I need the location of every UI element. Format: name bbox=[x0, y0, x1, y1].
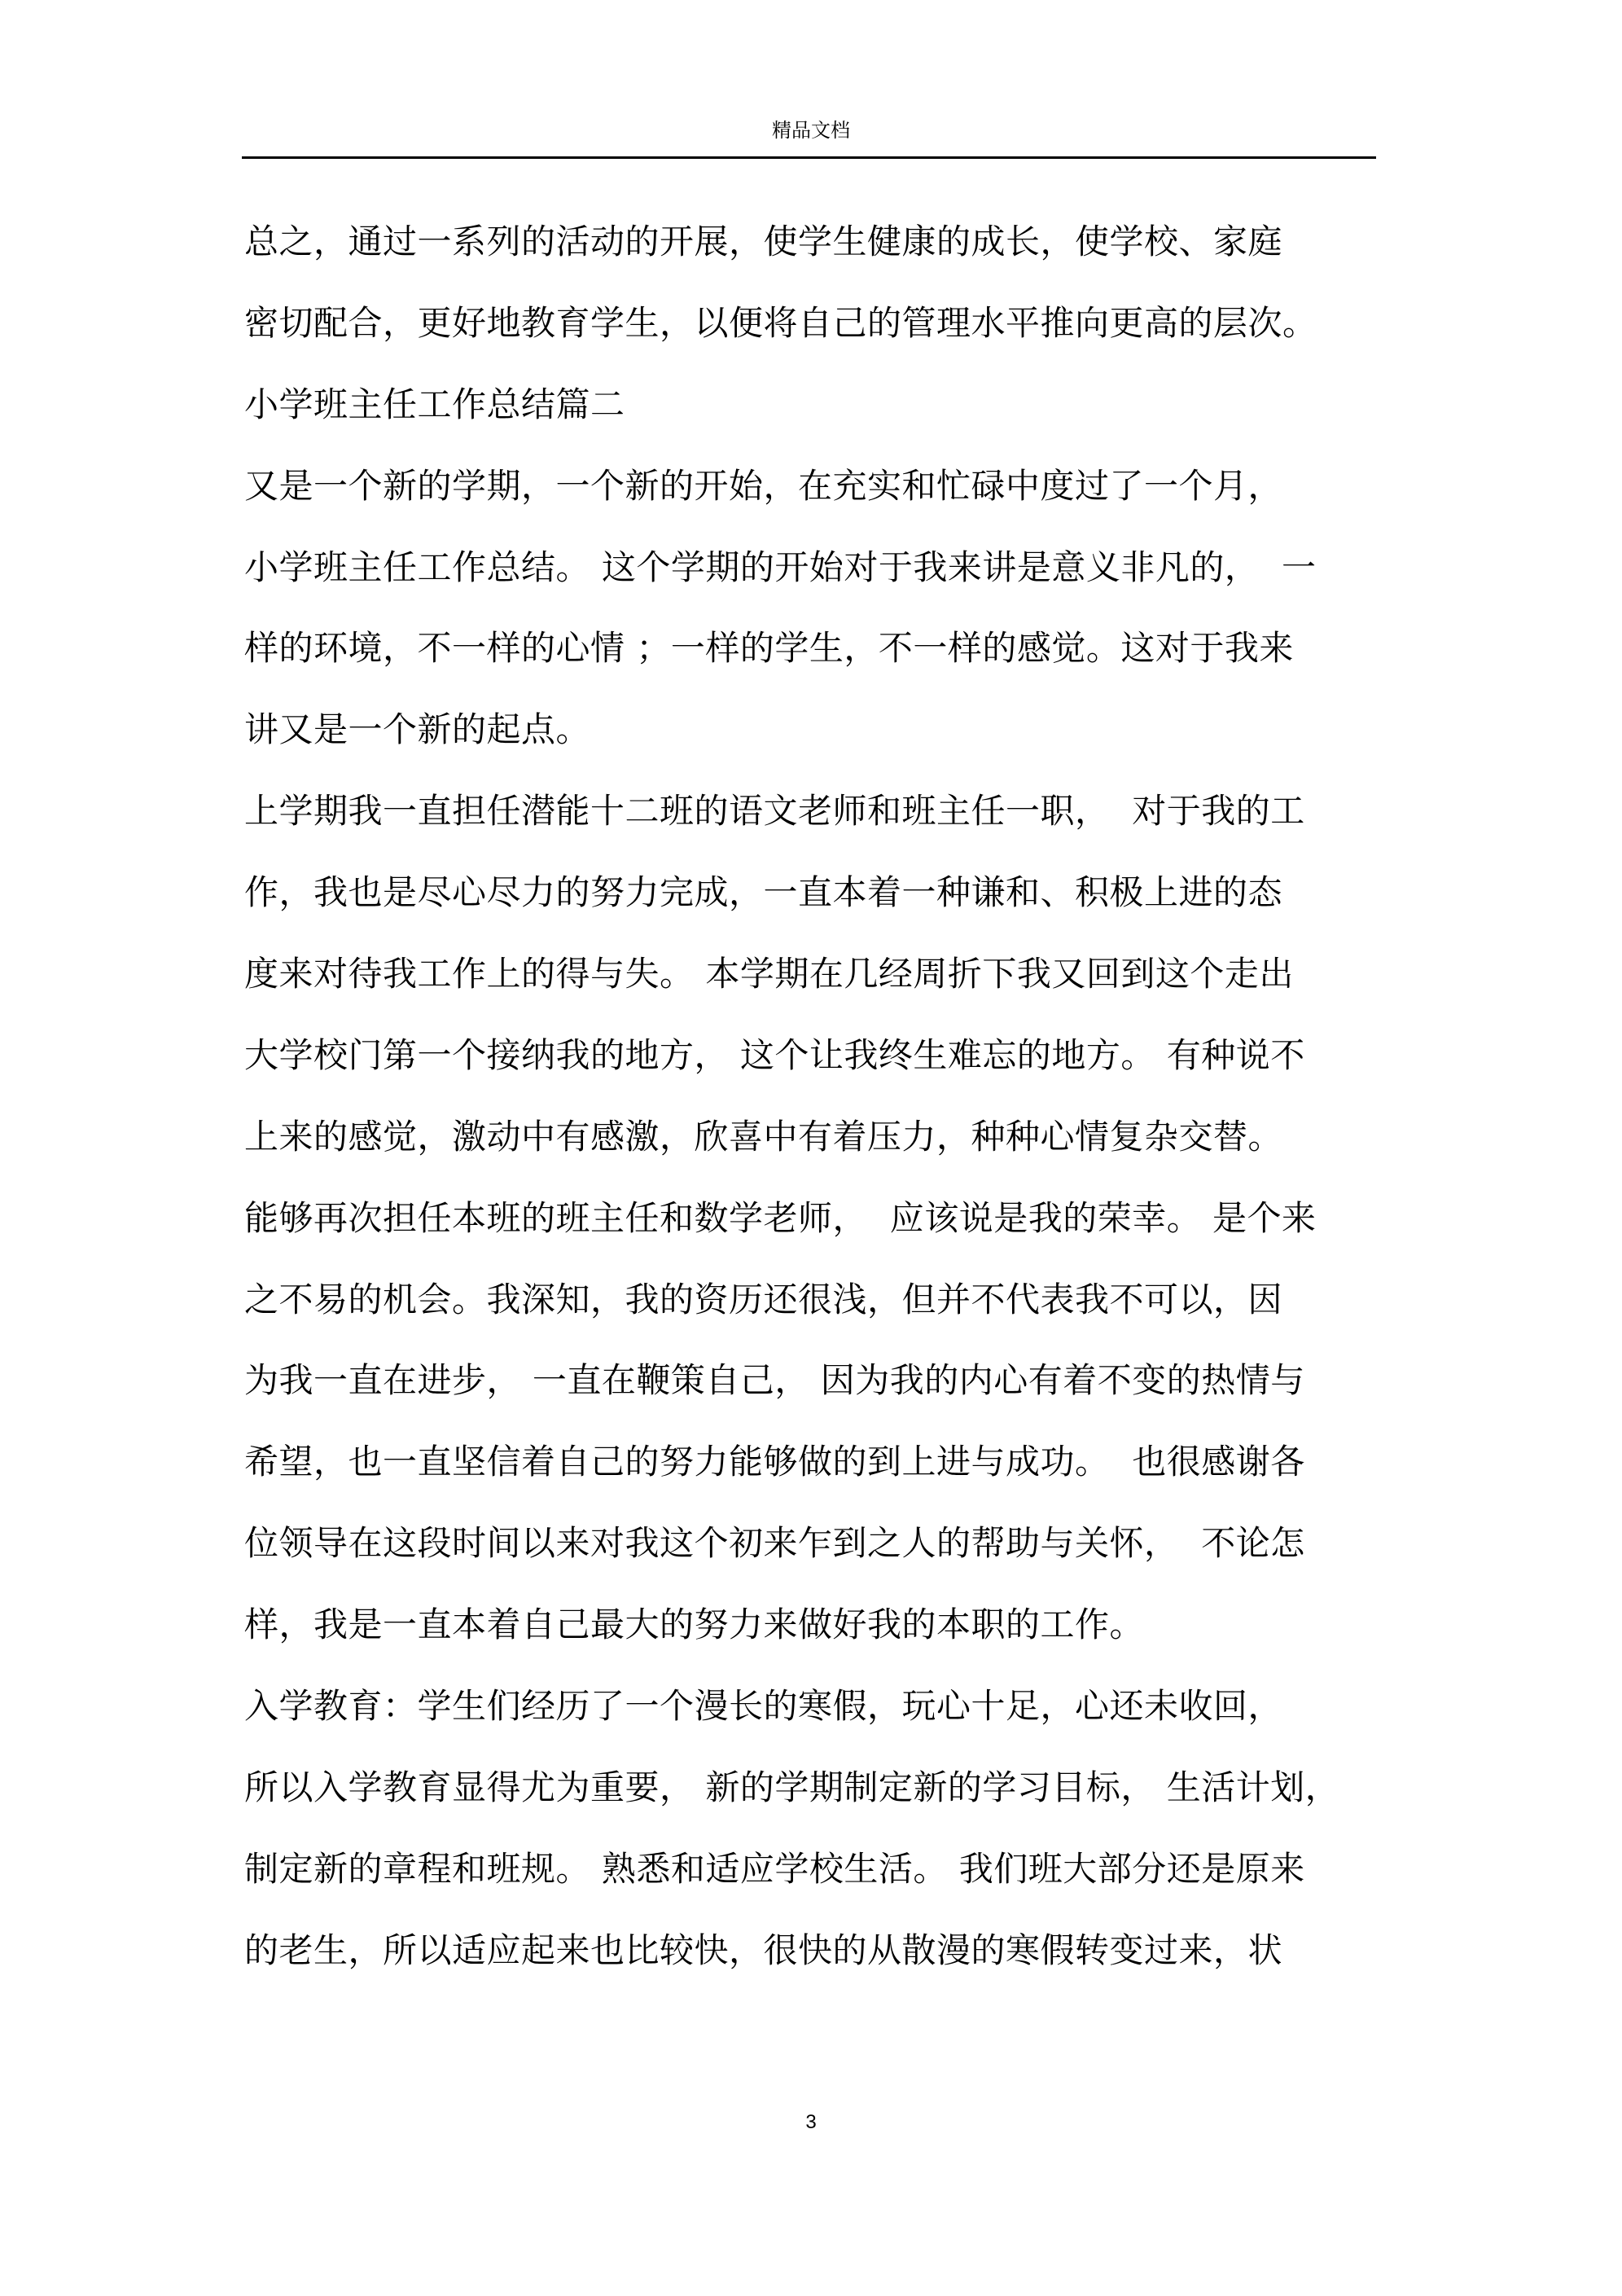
text-line: 为我一直在进步， 一直在鞭策自己， 因为我的内心有着不变的热情与 bbox=[244, 1360, 1305, 1401]
text-line: 上学期我一直担任潜能十二班的语文老师和班主任一职， 对于我的工 bbox=[244, 791, 1305, 832]
text-line: 能够再次担任本班的班主任和数学老师， 应该说是我的荣幸。 是个来 bbox=[244, 1197, 1317, 1238]
text-line: 入学教育：学生们经历了一个漫长的寒假，玩心十足，心还未收回， bbox=[244, 1686, 1283, 1727]
text-line: 所以入学教育显得尤为重要， 新的学期制定新的学习目标， 生活计划， bbox=[244, 1767, 1340, 1807]
text-line: 总之，通过一系列的活动的开展，使学生健康的成长，使学校、家庭 bbox=[244, 222, 1283, 261]
text-line: 希望，也一直坚信着自己的努力能够做的到上进与成功。 也很感谢各 bbox=[244, 1442, 1305, 1482]
document-body bbox=[244, 220, 1401, 2010]
header-divider bbox=[242, 156, 1376, 159]
text-line: 之不易的机会。我深知，我的资历还很浅，但并不代表我不可以，因 bbox=[244, 1279, 1283, 1319]
section-heading: 小学班主任工作总结篇二 bbox=[244, 384, 625, 424]
text-line: 样，我是一直本着自己最大的努力来做好我的本职的工作。 bbox=[244, 1605, 1145, 1645]
text-line: 作，我也是尽心尽力的努力完成，一直本着一种谦和、积极上进的态 bbox=[244, 872, 1283, 913]
text-line: 位领导在这段时间以来对我这个初来乍到之人的帮助与关怀， 不论怎 bbox=[244, 1523, 1305, 1564]
text-line: 度来对待我工作上的得与失。 本学期在几经周折下我又回到这个走出 bbox=[244, 954, 1294, 994]
text-line: 密切配合，更好地教育学生，以便将自己的管理水平推向更高的层次。 bbox=[244, 302, 1317, 343]
text-line: 制定新的章程和班规。 熟悉和适应学校生活。 我们班大部分还是原来 bbox=[244, 1848, 1305, 1889]
text-line: 讲又是一个新的起点。 bbox=[244, 709, 591, 750]
text-line: 样的环境，不一样的心情 ；一样的学生，不一样的感觉。这对于我来 bbox=[244, 628, 1294, 669]
text-line: 大学校门第一个接纳我的地方， 这个让我终生难忘的地方。 有种说不 bbox=[244, 1034, 1305, 1075]
page-number: 3 bbox=[805, 2111, 817, 2133]
text-line: 的老生，所以适应起来也比较快，很快的从散漫的寒假转变过来，状 bbox=[244, 1929, 1283, 1970]
page-header-title: 精品文档 bbox=[772, 119, 850, 142]
text-line: 上来的感觉，激动中有感激，欣喜中有着压力，种种心情复杂交替。 bbox=[244, 1116, 1283, 1157]
text-line: 又是一个新的学期，一个新的开始，在充实和忙碌中度过了一个月， bbox=[244, 465, 1283, 506]
text-line: 小学班主任工作总结。 这个学期的开始对于我来讲是意义非凡的， 一 bbox=[244, 547, 1317, 587]
